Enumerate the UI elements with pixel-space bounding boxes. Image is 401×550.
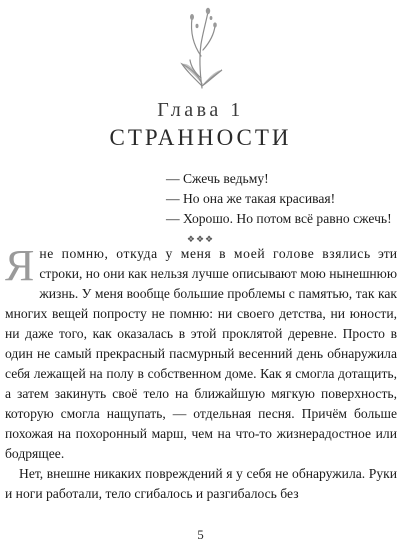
chapter-body — [5, 241, 397, 504]
drop-cap: Я — [5, 241, 35, 290]
paragraph — [5, 241, 397, 464]
flower-ornament-icon — [178, 4, 226, 90]
paragraph-text: эти строки, но они как нельзя лучше описывают мою нынешнюю жизнь. У меня вообще большие проблемы с памятью, так как многих вещей попросту не помню: ни своего детства, ни юности, ни даже того, как оказалась в этой проклятой деревне. Просто в один не самый прекрасный пасмурный весенний день обнаружила себя лежащей на полу в собственном доме. Как я смогла дотащить, а затем закинуть своё тело на ближайшую мягкую поверхность, которую смогла нащупать, — отдельная песня. Причём больше похожая на похоронный марш, чем на что-то жизнерадостное или бодрящее. — [5, 246, 397, 461]
section-separator: ❖❖❖ — [186, 234, 215, 244]
chapter-title: СТРАННОСТИ — [109, 125, 292, 150]
epigraph-line: — Но она же такая красивая! — [166, 191, 336, 206]
epigraph — [166, 169, 396, 229]
page-number: 5 — [197, 527, 204, 542]
paragraph-lead-in: не помню, откуда у меня в моей голове взялись — [39, 246, 371, 261]
epigraph-line: — Сжечь ведьму! — [166, 171, 269, 186]
paragraph: Нет, внешне никаких повреждений я у себя не обнаружила. Руки и ноги работали, тело сгибалось и разгибалось без — [5, 466, 397, 501]
epigraph-line: — Хорошо. Но потом всё равно сжечь! — [166, 211, 392, 226]
chapter-number: Глава 1 — [157, 99, 244, 121]
